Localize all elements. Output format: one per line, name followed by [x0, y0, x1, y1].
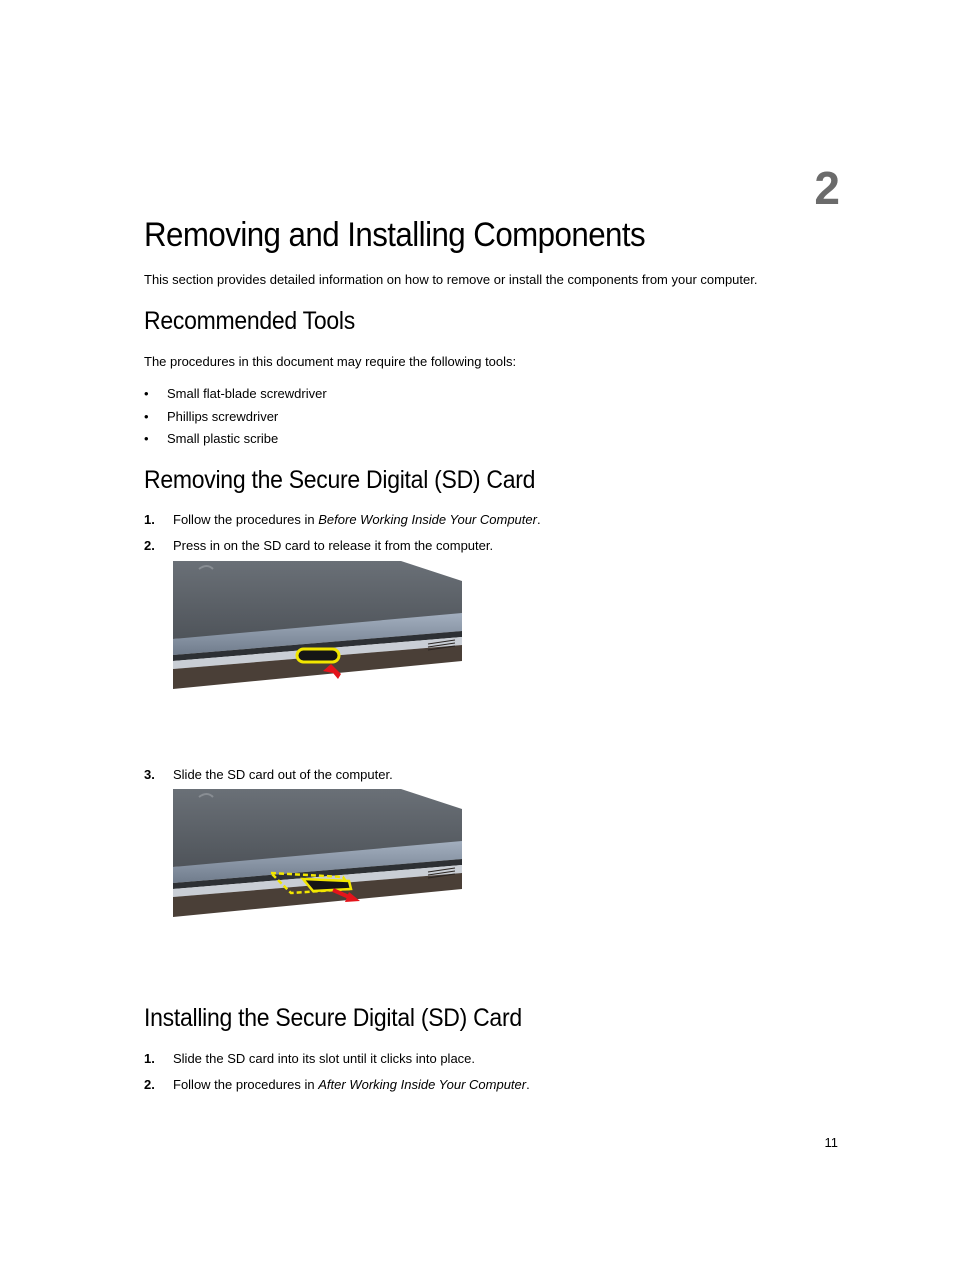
figure-press-sd-card — [173, 561, 462, 747]
step-number: 3. — [144, 767, 155, 782]
list-item-text: Small plastic scribe — [167, 431, 279, 446]
page-number: 11 — [824, 1135, 838, 1150]
tools-intro-text: The procedures in this document may require the following tools: — [144, 354, 517, 369]
sd-card — [303, 879, 351, 891]
heading-installing-sd-card: Installing the Secure Digital (SD) Card — [144, 1004, 522, 1032]
figure-slide-sd-card-out — [173, 789, 462, 975]
laptop-illustration — [173, 789, 462, 975]
heading-removing-sd-card: Removing the Secure Digital (SD) Card — [144, 466, 536, 494]
step-text: Follow the procedures in Before Working Inside Your Computer. — [173, 512, 541, 527]
chapter-number: 2 — [814, 162, 840, 214]
step-text: Slide the SD card into its slot until it clicks into place. — [173, 1051, 476, 1066]
list-item-text: Small flat-blade screwdriver — [167, 386, 327, 401]
page-title: Removing and Installing Components — [144, 216, 646, 254]
link-before-working-inside[interactable]: Before Working Inside Your Computer — [318, 512, 537, 527]
list-item-text: Phillips screwdriver — [167, 409, 279, 424]
laptop-illustration — [173, 561, 462, 747]
step-text: Follow the procedures in After Working Inside Your Computer. — [173, 1077, 530, 1092]
heading-recommended-tools: Recommended Tools — [144, 307, 355, 335]
bullet-marker: • — [144, 409, 149, 424]
step-number: 1. — [144, 1051, 155, 1066]
step-number: 2. — [144, 1077, 155, 1092]
link-after-working-inside[interactable]: After Working Inside Your Computer — [318, 1077, 527, 1092]
bullet-marker: • — [144, 431, 149, 446]
step-number: 1. — [144, 512, 155, 527]
sd-card-slot-highlight — [297, 649, 339, 662]
intro-paragraph: This section provides detailed information on how to remove or install the components from your computer. — [144, 272, 758, 287]
step-text: Slide the SD card out of the computer. — [173, 767, 393, 782]
step-text: Press in on the SD card to release it from the computer. — [173, 538, 494, 553]
bullet-marker: • — [144, 386, 149, 401]
step-number: 2. — [144, 538, 155, 553]
